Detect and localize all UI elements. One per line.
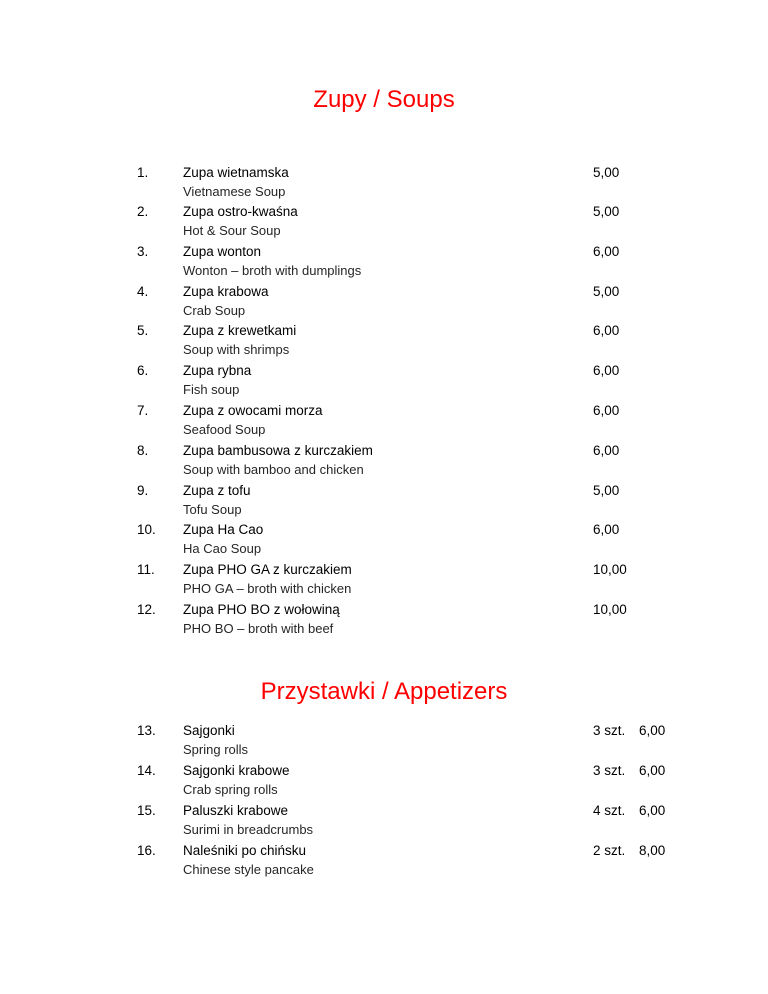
menu-item [0,801,768,841]
item-name: Zupa wietnamska [183,165,289,180]
menu-item [0,401,768,441]
item-quantity: 3 szt. [593,723,626,738]
item-description: Ha Cao Soup [183,541,262,556]
item-name: Zupa wonton [183,244,262,259]
item-description: Soup with shrimps [183,342,290,357]
item-name: Zupa PHO BO z wołowiną [183,602,340,617]
item-price: 6,00 [593,323,620,338]
menu-item [0,761,768,801]
item-description: Wonton – broth with dumplings [183,263,362,278]
item-name: Zupa PHO GA z kurczakiem [183,562,352,577]
item-price: 5,00 [593,204,620,219]
item-number: 6. [137,363,149,378]
item-name: Zupa ostro-kwaśna [183,204,298,219]
menu-item [0,202,768,242]
item-number: 14. [137,763,156,778]
item-number: 4. [137,284,149,299]
item-price: 8,00 [639,843,666,858]
item-name: Zupa z owocami morza [183,403,323,418]
item-name: Zupa Ha Cao [183,522,264,537]
menu-item [0,481,768,521]
item-number: 16. [137,843,156,858]
menu-item [0,560,768,600]
item-price: 10,00 [593,562,627,577]
menu-item [0,520,768,560]
item-description: Crab spring rolls [183,782,278,797]
item-number: 10. [137,522,156,537]
item-number: 3. [137,244,149,259]
item-price: 10,00 [593,602,627,617]
item-number: 15. [137,803,156,818]
item-number: 1. [137,165,149,180]
item-description: Chinese style pancake [183,862,314,877]
item-price: 5,00 [593,165,620,180]
appetizers-section-title: Przystawki / Appetizers [260,678,508,705]
item-description: Fish soup [183,382,240,397]
item-price: 6,00 [593,363,620,378]
item-description: Soup with bamboo and chicken [183,462,364,477]
item-name: Zupa rybna [183,363,252,378]
item-price: 6,00 [639,723,666,738]
menu-item [0,721,768,761]
item-price: 6,00 [593,403,620,418]
item-number: 9. [137,483,149,498]
item-description: Vietnamese Soup [183,184,286,199]
item-description: PHO BO – broth with beef [183,621,334,636]
item-name: Zupa bambusowa z kurczakiem [183,443,373,458]
menu-item [0,600,768,640]
item-description: Crab Soup [183,303,246,318]
item-number: 5. [137,323,149,338]
item-description: Tofu Soup [183,502,242,517]
item-price: 6,00 [639,763,666,778]
item-number: 11. [137,562,155,577]
item-name: Naleśniki po chińsku [183,843,307,858]
menu-item [0,163,768,203]
item-quantity: 4 szt. [593,803,626,818]
item-price: 5,00 [593,483,620,498]
item-name: Zupa z tofu [183,483,251,498]
item-description: Spring rolls [183,742,249,757]
item-number: 7. [137,403,149,418]
menu-item [0,841,768,881]
item-name: Sajgonki krabowe [183,763,290,778]
item-name: Sajgonki [183,723,235,738]
item-quantity: 2 szt. [593,843,626,858]
item-price: 6,00 [639,803,666,818]
item-number: 2. [137,204,149,219]
item-price: 5,00 [593,284,620,299]
soups-section-title: Zupy / Soups [313,86,455,113]
item-description: PHO GA – broth with chicken [183,581,352,596]
item-number: 8. [137,443,149,458]
item-price: 6,00 [593,522,620,537]
menu-item [0,321,768,361]
item-price: 6,00 [593,244,620,259]
item-number: 13. [137,723,156,738]
item-name: Zupa krabowa [183,284,269,299]
menu-item [0,282,768,322]
menu-item [0,242,768,282]
item-price: 6,00 [593,443,620,458]
item-description: Seafood Soup [183,422,266,437]
menu-item [0,361,768,401]
item-description: Surimi in breadcrumbs [183,822,314,837]
item-name: Paluszki krabowe [183,803,289,818]
menu-item [0,441,768,481]
item-description: Hot & Sour Soup [183,223,281,238]
item-name: Zupa z krewetkami [183,323,297,338]
item-number: 12. [137,602,156,617]
item-quantity: 3 szt. [593,763,626,778]
